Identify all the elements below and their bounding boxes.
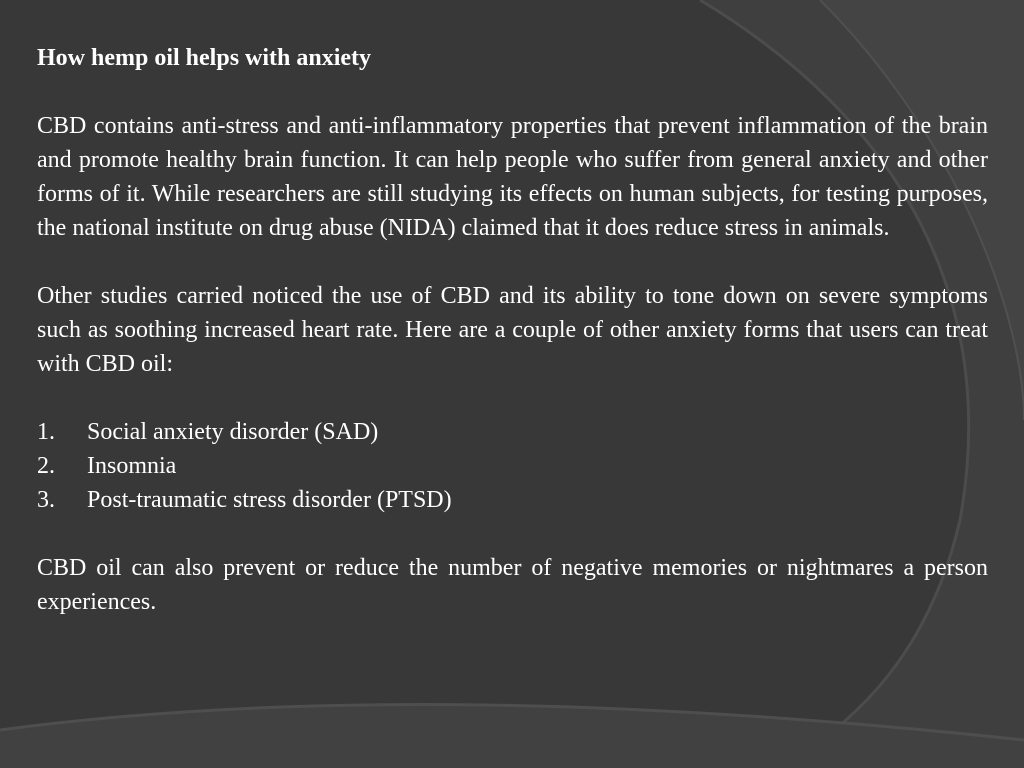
list-item-text: Post-traumatic stress disorder (PTSD) <box>87 487 452 513</box>
list-item <box>37 483 988 517</box>
slide-content <box>37 41 988 619</box>
slide-heading: How hemp oil helps with anxiety <box>37 45 372 71</box>
paragraph-closing: CBD oil can also prevent or reduce the number of negative memories or nightmares a person experiences. <box>37 555 988 615</box>
list-item-text: Social anxiety disorder (SAD) <box>87 419 379 445</box>
list-item <box>37 449 988 483</box>
list-item-text: Insomnia <box>87 453 177 479</box>
list-item-number: 1. <box>37 419 55 445</box>
anxiety-forms-list <box>37 415 988 517</box>
paragraph-other-studies: Other studies carried noticed the use of CBD and its ability to tone down on severe symptoms such as soothing increased heart rate. Here are a couple of other anxiety forms that users can treat with CBD oil: <box>37 283 988 377</box>
list-item-number: 3. <box>37 487 55 513</box>
list-item-number: 2. <box>37 453 55 479</box>
paragraph-cbd-properties: CBD contains anti-stress and anti-inflammatory properties that prevent inflammation of the brain and promote healthy brain function. It can help people who suffer from general anxiety and other forms of it. While researchers are still studying its effects on human subjects, for testing purposes, the national institute on drug abuse (NIDA) claimed that it does reduce stress in animals. <box>37 113 988 241</box>
list-item <box>37 415 988 449</box>
